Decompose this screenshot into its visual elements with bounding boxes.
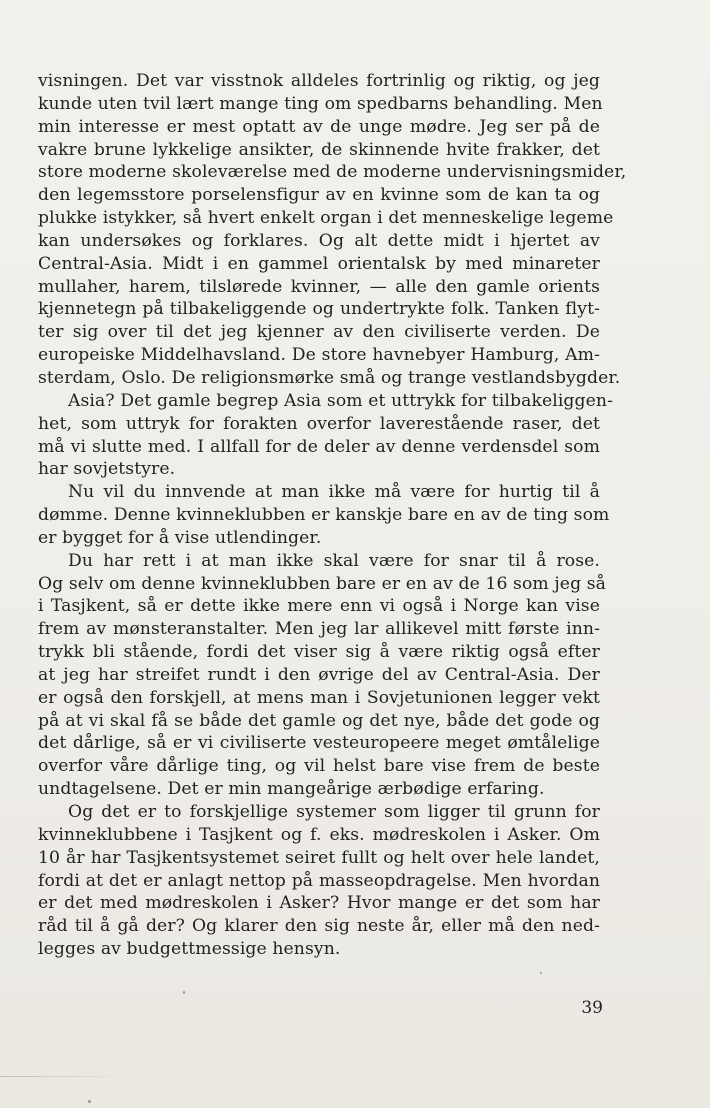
paragraph-start-line: Og det er to forskjellige systemer som ligger til grunn for bbox=[68, 802, 600, 822]
paragraph-start-line: Nu vil du innvende at man ikke må være for hurtig til å bbox=[68, 482, 600, 503]
text-line: er det med mødreskolen i Asker? Hvor mange er det som har bbox=[38, 893, 600, 914]
text-line: overfor våre dårlige ting, og vil helst bare vise frem de beste bbox=[38, 756, 600, 777]
paper-speck bbox=[88, 1100, 91, 1103]
paper-speck bbox=[540, 972, 542, 974]
text-line: frem av mønsteranstalter. Men jeg lar allikevel mitt første inn- bbox=[38, 619, 600, 640]
text-line: ter sig over til det jeg kjenner av den civiliserte verden. De bbox=[38, 322, 600, 343]
text-line: i Tasjkent, så er dette ikke mere enn vi også i Norge kan vise bbox=[38, 596, 600, 617]
text-line: Og selv om denne kvinneklubben bare er en av de 16 som jeg så bbox=[38, 573, 607, 594]
text-line: det dårlige, så er vi civiliserte vesteuropeere meget ømtålelige bbox=[38, 733, 600, 754]
text-line: kunde uten tvil lært mange ting om spedbarns behandling. Men bbox=[38, 93, 603, 114]
text-line: trykk bli stående, fordi det viser sig å være riktig også efter bbox=[38, 642, 600, 663]
text-line: på at vi skal få se både det gamle og det nye, både det gode og bbox=[38, 710, 600, 731]
page-number: 39 bbox=[581, 998, 603, 1018]
text-line: plukke istykker, så hvert enkelt organ i det menneskelige legeme bbox=[38, 208, 614, 229]
text-line: sterdam, Oslo. De religionsmørke små og trange vestlandsbygder. bbox=[38, 367, 621, 388]
text-line: fordi at det er anlagt nettop på masseopdragelse. Men hvordan bbox=[38, 870, 600, 891]
text-line: dømme. Denne kvinneklubben er kanskje bare en av de ting som bbox=[38, 505, 610, 526]
text-line: mullaher, harem, tilslørede kvinner, — alle den gamle orients bbox=[38, 276, 600, 297]
paragraph-end-line: legges av budgettmessige hensyn. bbox=[38, 939, 341, 960]
paragraph-end-line: er bygget for å vise utlendinger. bbox=[38, 527, 322, 548]
text-line: min interesse er mest optatt av de unge mødre. Jeg ser på de bbox=[38, 116, 600, 137]
text-line: kan undersøkes og forklares. Og alt dette midt i hjertet av bbox=[38, 230, 600, 251]
body-text bbox=[38, 70, 627, 961]
text-line: europeiske Middelhavsland. De store havnebyer Hamburg, Am- bbox=[38, 345, 600, 366]
text-line: må vi slutte med. I allfall for de deler av denne verdensdel som bbox=[38, 436, 600, 457]
text-line: er også den forskjell, at mens man i Sovjetunionen legger vekt bbox=[38, 687, 600, 708]
paper-speck bbox=[183, 991, 185, 994]
paragraph-end-line: har sovjetstyre. bbox=[38, 459, 176, 480]
text-line: 10 år har Tasjkentsystemet seiret fullt og helt over hele landet, bbox=[38, 847, 600, 868]
text-line: at jeg har streifet rundt i den øvrige del av Central-Asia. Der bbox=[38, 664, 600, 685]
text-line: visningen. Det var visstnok alldeles fortrinlig og riktig, og jeg bbox=[38, 71, 600, 91]
page-edge-shadow bbox=[0, 1076, 130, 1077]
text-line: råd til å gå der? Og klarer den sig neste år, eller må den ned- bbox=[38, 916, 600, 937]
text-line: store moderne skoleværelse med de moderne undervisningsmider, bbox=[38, 162, 627, 183]
text-line: vakre brune lykkelige ansikter, de skinnende hvite frakker, det bbox=[38, 139, 600, 160]
paragraph-end-line: undtagelsene. Det er min mangeårige ærbødige erfaring. bbox=[38, 779, 545, 800]
text-line: het, som uttryk for forakten overfor laverestående raser, det bbox=[38, 413, 600, 434]
text-line: den legemsstore porselensfigur av en kvinne som de kan ta og bbox=[38, 185, 600, 206]
text-line: kvinneklubbene i Tasjkent og f. eks. mødreskolen i Asker. Om bbox=[38, 824, 600, 845]
paragraph-start-line: Asia? Det gamle begrep Asia som et uttrykk for tilbakeliggen- bbox=[68, 390, 613, 411]
text-line: kjennetegn på tilbakeliggende og undertrykte folk. Tanken flyt- bbox=[38, 299, 600, 320]
paragraph-start-line: Du har rett i at man ikke skal være for snar til å rose. bbox=[68, 550, 600, 571]
text-line: Central-Asia. Midt i en gammel orientalsk by med minareter bbox=[38, 253, 600, 274]
